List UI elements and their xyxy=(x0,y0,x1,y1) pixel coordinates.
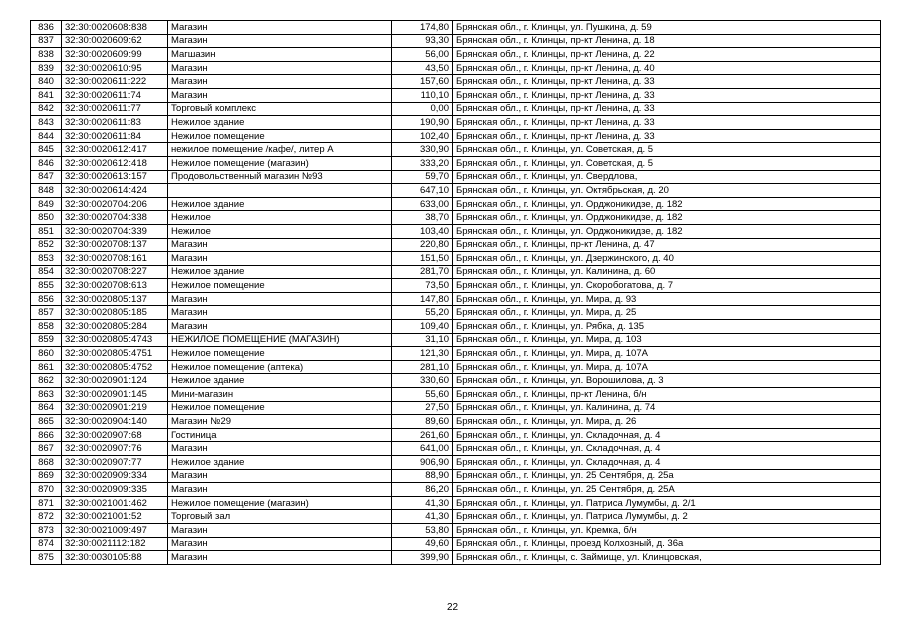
address: Брянская обл., г. Клинцы, ул. Скоробогатова, д. 7 xyxy=(453,279,881,293)
object-name: Нежилое помещение xyxy=(168,401,392,415)
area-value: 38,70 xyxy=(392,211,453,225)
area-value: 281,10 xyxy=(392,360,453,374)
address: Брянская обл., г. Клинцы, пр-кт Ленина, д. 33 xyxy=(453,116,881,130)
cadastral-number: 32:30:0020901:124 xyxy=(62,374,168,388)
row-number: 852 xyxy=(31,238,62,252)
row-number: 836 xyxy=(31,21,62,35)
row-number: 862 xyxy=(31,374,62,388)
address: Брянская обл., г. Клинцы, пр-кт Ленина, д. 47 xyxy=(453,238,881,252)
object-name: Магшазин xyxy=(168,48,392,62)
cadastral-number: 32:30:0020611:77 xyxy=(62,102,168,116)
row-number: 860 xyxy=(31,347,62,361)
object-name: Продовольственный магазин №93 xyxy=(168,170,392,184)
row-number: 847 xyxy=(31,170,62,184)
address: Брянская обл., г. Клинцы, ул. Мира, д. 103 xyxy=(453,333,881,347)
cadastral-number: 32:30:0020611:222 xyxy=(62,75,168,89)
area-value: 147,80 xyxy=(392,292,453,306)
area-value: 633,00 xyxy=(392,197,453,211)
row-number: 875 xyxy=(31,551,62,565)
object-name: Нежилое здание xyxy=(168,197,392,211)
area-value: 220,80 xyxy=(392,238,453,252)
area-value: 399,90 xyxy=(392,551,453,565)
object-name xyxy=(168,184,392,198)
row-number: 855 xyxy=(31,279,62,293)
row-number: 848 xyxy=(31,184,62,198)
row-number: 865 xyxy=(31,415,62,429)
cadastral-number: 32:30:0020805:4743 xyxy=(62,333,168,347)
cadastral-number: 32:30:0020704:339 xyxy=(62,224,168,238)
row-number: 857 xyxy=(31,306,62,320)
row-number: 867 xyxy=(31,442,62,456)
table-row xyxy=(31,211,881,225)
address: Брянская обл., г. Клинцы, ул. Складочная, д. 4 xyxy=(453,456,881,470)
address: Брянская обл., г. Клинцы, ул. Патриса Лумумбы, д. 2 xyxy=(453,510,881,524)
object-name: Магазин xyxy=(168,537,392,551)
table-row xyxy=(31,102,881,116)
table-row xyxy=(31,34,881,48)
cadastral-number: 32:30:0020708:137 xyxy=(62,238,168,252)
object-name: Магазин xyxy=(168,75,392,89)
row-number: 870 xyxy=(31,483,62,497)
table-row xyxy=(31,442,881,456)
address: Брянская обл., г. Клинцы, ул. Орджоникидзе, д. 182 xyxy=(453,224,881,238)
object-name: Магазин xyxy=(168,292,392,306)
table-row xyxy=(31,88,881,102)
area-value: 41,30 xyxy=(392,510,453,524)
area-value: 906,90 xyxy=(392,456,453,470)
area-value: 49,60 xyxy=(392,537,453,551)
cadastral-number: 32:30:0020610:95 xyxy=(62,61,168,75)
area-value: 103,40 xyxy=(392,224,453,238)
object-name: Нежилое помещение xyxy=(168,279,392,293)
cadastral-number: 32:30:0021001:52 xyxy=(62,510,168,524)
cadastral-number: 32:30:0020805:4751 xyxy=(62,347,168,361)
cadastral-number: 32:30:0020805:137 xyxy=(62,292,168,306)
row-number: 837 xyxy=(31,34,62,48)
address: Брянская обл., г. Клинцы, ул. Патриса Лумумбы, д. 2/1 xyxy=(453,496,881,510)
object-name: Гостиница xyxy=(168,428,392,442)
address: Брянская обл., г. Клинцы, ул. Орджоникидзе, д. 182 xyxy=(453,197,881,211)
table-row xyxy=(31,415,881,429)
row-number: 842 xyxy=(31,102,62,116)
cadastral-number: 32:30:0020614:424 xyxy=(62,184,168,198)
row-number: 863 xyxy=(31,388,62,402)
object-name: Магазин xyxy=(168,34,392,48)
cadastral-number: 32:30:0020613:157 xyxy=(62,170,168,184)
object-name: Магазин xyxy=(168,238,392,252)
table-row xyxy=(31,510,881,524)
object-name: Нежилое здание xyxy=(168,265,392,279)
area-value: 59,70 xyxy=(392,170,453,184)
area-value: 121,30 xyxy=(392,347,453,361)
area-value: 88,90 xyxy=(392,469,453,483)
row-number: 843 xyxy=(31,116,62,130)
row-number: 839 xyxy=(31,61,62,75)
cadastral-number: 32:30:0020708:161 xyxy=(62,252,168,266)
area-value: 27,50 xyxy=(392,401,453,415)
area-value: 55,20 xyxy=(392,306,453,320)
table-row xyxy=(31,523,881,537)
address: Брянская обл., г. Клинцы, ул. Октябрьская, д. 20 xyxy=(453,184,881,198)
table-row xyxy=(31,184,881,198)
address: Брянская обл., г. Клинцы, пр-кт Ленина, д. 33 xyxy=(453,88,881,102)
cadastral-number: 32:30:0020609:62 xyxy=(62,34,168,48)
table-row xyxy=(31,156,881,170)
address: Брянская обл., г. Клинцы, ул. Советская, д. 5 xyxy=(453,143,881,157)
table-row xyxy=(31,48,881,62)
area-value: 157,60 xyxy=(392,75,453,89)
cadastral-number: 32:30:0020805:185 xyxy=(62,306,168,320)
address: Брянская обл., г. Клинцы, с. Займище, ул. Клинцовская, xyxy=(453,551,881,565)
table-row xyxy=(31,537,881,551)
address: Брянская обл., г. Клинцы, ул. Кремка, б/н xyxy=(453,523,881,537)
area-value: 174,80 xyxy=(392,21,453,35)
object-name: Магазин №29 xyxy=(168,415,392,429)
row-number: 854 xyxy=(31,265,62,279)
area-value: 261,60 xyxy=(392,428,453,442)
table-row xyxy=(31,129,881,143)
object-name: Нежилое помещение (магазин) xyxy=(168,156,392,170)
object-name: Нежилое помещение xyxy=(168,347,392,361)
cadastral-number: 32:30:0020611:74 xyxy=(62,88,168,102)
area-value: 333,20 xyxy=(392,156,453,170)
table-row xyxy=(31,347,881,361)
cadastral-number: 32:30:0020907:76 xyxy=(62,442,168,456)
table-row xyxy=(31,197,881,211)
cadastral-number: 32:30:0020901:145 xyxy=(62,388,168,402)
row-number: 868 xyxy=(31,456,62,470)
area-value: 31,10 xyxy=(392,333,453,347)
address: Брянская обл., г. Клинцы, ул. Складочная, д. 4 xyxy=(453,442,881,456)
table-row xyxy=(31,61,881,75)
row-number: 840 xyxy=(31,75,62,89)
row-number: 874 xyxy=(31,537,62,551)
address: Брянская обл., г. Клинцы, ул. Рябка, д. 135 xyxy=(453,320,881,334)
object-name: Магазин xyxy=(168,320,392,334)
table-row xyxy=(31,143,881,157)
object-name: НЕЖИЛОЕ ПОМЕЩЕНИЕ (МАГАЗИН) xyxy=(168,333,392,347)
row-number: 858 xyxy=(31,320,62,334)
object-name: Торговый комплекс xyxy=(168,102,392,116)
row-number: 859 xyxy=(31,333,62,347)
row-number: 849 xyxy=(31,197,62,211)
area-value: 102,40 xyxy=(392,129,453,143)
object-name: нежилое помещение /кафе/, литер А xyxy=(168,143,392,157)
table-row xyxy=(31,252,881,266)
row-number: 866 xyxy=(31,428,62,442)
table-row xyxy=(31,388,881,402)
row-number: 873 xyxy=(31,523,62,537)
cadastral-number: 32:30:0020609:99 xyxy=(62,48,168,62)
cadastral-number: 32:30:0020805:284 xyxy=(62,320,168,334)
object-name: Магазин xyxy=(168,88,392,102)
table-row xyxy=(31,116,881,130)
row-number: 841 xyxy=(31,88,62,102)
object-name: Нежилое помещение (магазин) xyxy=(168,496,392,510)
table-row xyxy=(31,333,881,347)
cadastral-number: 32:30:0020612:417 xyxy=(62,143,168,157)
cadastral-number: 32:30:0020909:334 xyxy=(62,469,168,483)
area-value: 330,60 xyxy=(392,374,453,388)
object-name: Магазин xyxy=(168,551,392,565)
cadastral-number: 32:30:0020704:206 xyxy=(62,197,168,211)
address: Брянская обл., г. Клинцы, ул. Свердлова, xyxy=(453,170,881,184)
cadastral-number: 32:30:0020909:335 xyxy=(62,483,168,497)
area-value: 89,60 xyxy=(392,415,453,429)
area-value: 647,10 xyxy=(392,184,453,198)
cadastral-number: 32:30:0020805:4752 xyxy=(62,360,168,374)
row-number: 853 xyxy=(31,252,62,266)
table-row xyxy=(31,238,881,252)
table-row xyxy=(31,483,881,497)
area-value: 0,00 xyxy=(392,102,453,116)
cadastral-number: 32:30:0020612:418 xyxy=(62,156,168,170)
table-row xyxy=(31,292,881,306)
address: Брянская обл., г. Клинцы, ул. Орджоникидзе, д. 182 xyxy=(453,211,881,225)
address: Брянская обл., г. Клинцы, проезд Колхозный, д. 36а xyxy=(453,537,881,551)
address: Брянская обл., г. Клинцы, ул. Калинина, д. 74 xyxy=(453,401,881,415)
table-row xyxy=(31,456,881,470)
area-value: 56,00 xyxy=(392,48,453,62)
area-value: 330,90 xyxy=(392,143,453,157)
area-value: 43,50 xyxy=(392,61,453,75)
table-row xyxy=(31,306,881,320)
area-value: 93,30 xyxy=(392,34,453,48)
cadastral-number: 32:30:0020907:77 xyxy=(62,456,168,470)
object-name: Магазин xyxy=(168,469,392,483)
row-number: 861 xyxy=(31,360,62,374)
cadastral-number: 32:30:0021001:462 xyxy=(62,496,168,510)
object-name: Мини-магазин xyxy=(168,388,392,402)
address: Брянская обл., г. Клинцы, ул. Мира, д. 107А xyxy=(453,347,881,361)
cadastral-number: 32:30:0020704:338 xyxy=(62,211,168,225)
table-row xyxy=(31,496,881,510)
row-number: 845 xyxy=(31,143,62,157)
area-value: 73,50 xyxy=(392,279,453,293)
row-number: 850 xyxy=(31,211,62,225)
address: Брянская обл., г. Клинцы, ул. Пушкина, д. 59 xyxy=(453,21,881,35)
area-value: 109,40 xyxy=(392,320,453,334)
object-name: Магазин xyxy=(168,21,392,35)
table-row xyxy=(31,21,881,35)
cadastral-number: 32:30:0020611:83 xyxy=(62,116,168,130)
address: Брянская обл., г. Клинцы, ул. Мира, д. 26 xyxy=(453,415,881,429)
row-number: 864 xyxy=(31,401,62,415)
cadastral-number: 32:30:0030105:88 xyxy=(62,551,168,565)
cadastral-number: 32:30:0020907:68 xyxy=(62,428,168,442)
object-name: Нежилое помещение xyxy=(168,129,392,143)
row-number: 846 xyxy=(31,156,62,170)
area-value: 281,70 xyxy=(392,265,453,279)
address: Брянская обл., г. Клинцы, пр-кт Ленина, б/н xyxy=(453,388,881,402)
page-number: 22 xyxy=(446,602,459,613)
cadastral-number: 32:30:0020904:140 xyxy=(62,415,168,429)
address: Брянская обл., г. Клинцы, пр-кт Ленина, д. 22 xyxy=(453,48,881,62)
area-value: 151,50 xyxy=(392,252,453,266)
table-row xyxy=(31,224,881,238)
object-name: Магазин xyxy=(168,523,392,537)
cadastral-number: 32:30:0020901:219 xyxy=(62,401,168,415)
table-row xyxy=(31,551,881,565)
row-number: 871 xyxy=(31,496,62,510)
object-name: Магазин xyxy=(168,61,392,75)
address: Брянская обл., г. Клинцы, ул. 25 Сентября, д. 25А xyxy=(453,483,881,497)
address: Брянская обл., г. Клинцы, ул. Ворошилова, д. 3 xyxy=(453,374,881,388)
object-name: Нежилое здание xyxy=(168,456,392,470)
row-number: 872 xyxy=(31,510,62,524)
address: Брянская обл., г. Клинцы, пр-кт Ленина, д. 40 xyxy=(453,61,881,75)
area-value: 190,90 xyxy=(392,116,453,130)
address: Брянская обл., г. Клинцы, ул. Мира, д. 25 xyxy=(453,306,881,320)
table-row xyxy=(31,279,881,293)
row-number: 869 xyxy=(31,469,62,483)
table-row xyxy=(31,469,881,483)
cadastral-number: 32:30:0020708:613 xyxy=(62,279,168,293)
area-value: 641,00 xyxy=(392,442,453,456)
address: Брянская обл., г. Клинцы, пр-кт Ленина, д. 33 xyxy=(453,129,881,143)
row-number: 851 xyxy=(31,224,62,238)
address: Брянская обл., г. Клинцы, пр-кт Ленина, д. 18 xyxy=(453,34,881,48)
address: Брянская обл., г. Клинцы, ул. Складочная, д. 4 xyxy=(453,428,881,442)
object-name: Торговый зал xyxy=(168,510,392,524)
cadastral-number: 32:30:0021009:497 xyxy=(62,523,168,537)
object-name: Магазин xyxy=(168,306,392,320)
row-number: 844 xyxy=(31,129,62,143)
area-value: 55,60 xyxy=(392,388,453,402)
address: Брянская обл., г. Клинцы, ул. Мира, д. 93 xyxy=(453,292,881,306)
property-table xyxy=(30,20,881,565)
object-name: Нежилое помещение (аптека) xyxy=(168,360,392,374)
object-name: Нежилое здание xyxy=(168,374,392,388)
area-value: 41,30 xyxy=(392,496,453,510)
table-row xyxy=(31,374,881,388)
address: Брянская обл., г. Клинцы, ул. Калинина, д. 60 xyxy=(453,265,881,279)
address: Брянская обл., г. Клинцы, ул. Советская, д. 5 xyxy=(453,156,881,170)
table-row xyxy=(31,401,881,415)
cadastral-number: 32:30:0021112:182 xyxy=(62,537,168,551)
object-name: Магазин xyxy=(168,483,392,497)
row-number: 838 xyxy=(31,48,62,62)
cadastral-number: 32:30:0020608:838 xyxy=(62,21,168,35)
address: Брянская обл., г. Клинцы, пр-кт Ленина, д. 33 xyxy=(453,75,881,89)
address: Брянская обл., г. Клинцы, ул. Мира, д. 107А xyxy=(453,360,881,374)
area-value: 53,80 xyxy=(392,523,453,537)
area-value: 110,10 xyxy=(392,88,453,102)
object-name: Нежилое здание xyxy=(168,116,392,130)
address: Брянская обл., г. Клинцы, пр-кт Ленина, д. 33 xyxy=(453,102,881,116)
table-row xyxy=(31,360,881,374)
table-row xyxy=(31,265,881,279)
table-row xyxy=(31,75,881,89)
object-name: Нежилое xyxy=(168,211,392,225)
row-number: 856 xyxy=(31,292,62,306)
object-name: Магазин xyxy=(168,252,392,266)
address: Брянская обл., г. Клинцы, ул. Дзержинского, д. 40 xyxy=(453,252,881,266)
table-row xyxy=(31,428,881,442)
area-value: 86,20 xyxy=(392,483,453,497)
object-name: Магазин xyxy=(168,442,392,456)
table-row xyxy=(31,170,881,184)
table-row xyxy=(31,320,881,334)
object-name: Нежилое xyxy=(168,224,392,238)
cadastral-number: 32:30:0020708:227 xyxy=(62,265,168,279)
cadastral-number: 32:30:0020611:84 xyxy=(62,129,168,143)
address: Брянская обл., г. Клинцы, ул. 25 Сентября, д. 25а xyxy=(453,469,881,483)
